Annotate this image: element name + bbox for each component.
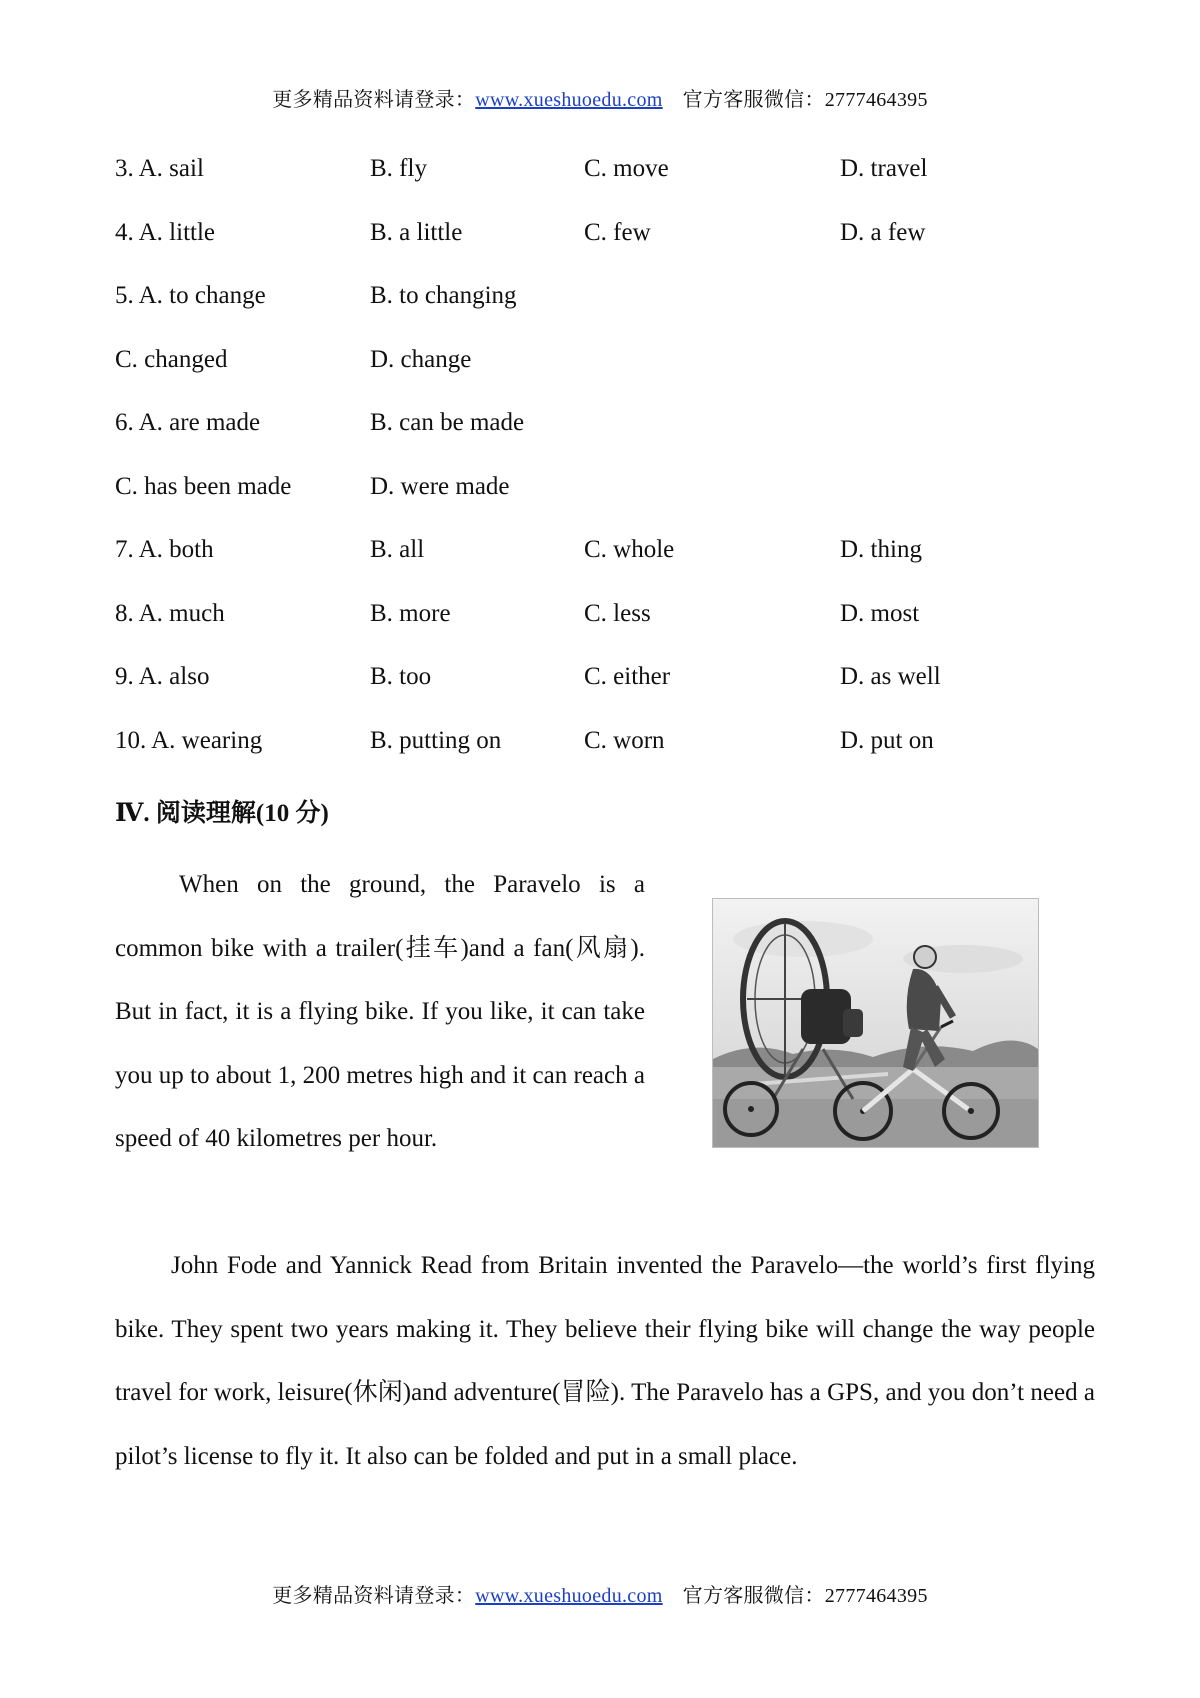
passage-paragraph-1 <box>115 853 645 1171</box>
option-6d: D. were made <box>370 472 510 500</box>
header-prefix: 更多精品资料请登录： <box>272 89 476 111</box>
footer-website-link[interactable]: www.xueshuoedu.com <box>475 1585 663 1607</box>
option-3a: 3. A. sail <box>115 155 204 182</box>
option-10d: D. put on <box>840 726 934 754</box>
passage-paragraph-1-text: When on the ground, the Paravelo is a common bike with a trailer(挂车)and a fan(风扇). But in fact, it is a flying bike. If you like, it can take you up to about 1, 200 metres high and it can reach a speed of 40 kilometres per hour. <box>115 871 645 1152</box>
option-6c: C. has been made <box>115 472 292 500</box>
option-7c: C. whole <box>584 536 675 563</box>
option-9c: C. either <box>584 663 671 690</box>
header-website-link[interactable]: www.xueshuoedu.com <box>475 89 663 111</box>
option-8c: C. less <box>584 599 651 627</box>
option-8b: B. more <box>370 599 451 627</box>
option-4a: 4. A. little <box>115 218 216 246</box>
flying-bike-photo <box>712 898 1039 1148</box>
option-4d: D. a few <box>840 218 926 246</box>
question-row-6 <box>115 401 1095 465</box>
question-row-10 <box>115 719 1095 783</box>
footer-service-contact: 官方客服微信：2777464395 <box>682 1585 928 1607</box>
option-3c: C. move <box>584 155 669 182</box>
option-5c: C. changed <box>115 345 228 373</box>
option-9b: B. too <box>370 663 432 690</box>
footer-prefix: 更多精品资料请登录： <box>272 1585 476 1607</box>
question-row-9 <box>115 655 1095 719</box>
header-service-contact: 官方客服微信：2777464395 <box>682 89 928 111</box>
option-7b: B. all <box>370 536 425 563</box>
option-9a: 9. A. also <box>115 663 210 690</box>
flying-bike-illustration <box>713 899 1038 1147</box>
question-row-3 <box>115 147 1095 211</box>
option-3d: D. travel <box>840 155 928 182</box>
answer-options-list <box>115 147 1095 782</box>
passage-paragraph-2-text: John Fode and Yannick Read from Britain invented the Paravelo—the world’s first flying bike. They spent two years making it. They believe their flying bike will change the way people travel for work, leisure(休闲)and adventure(冒险). The Paravelo has a GPS, and you don’t need a pilot’s license to fly it. It also can be folded and put in a small place. <box>115 1252 1095 1470</box>
option-5a: 5. A. to change <box>115 282 266 309</box>
option-7a: 7. A. both <box>115 536 214 563</box>
option-5d: D. change <box>370 345 472 373</box>
page-header <box>0 88 1200 112</box>
question-row-6-cont <box>115 465 1095 529</box>
section-title-reading: Ⅳ. 阅读理解(10 分) <box>115 800 329 827</box>
question-row-4 <box>115 211 1095 275</box>
question-row-7 <box>115 528 1095 592</box>
option-8a: 8. A. much <box>115 599 225 627</box>
passage-paragraph-2 <box>115 1234 1095 1488</box>
option-10a: 10. A. wearing <box>115 726 263 754</box>
option-9d: D. as well <box>840 663 941 690</box>
option-6a: 6. A. are made <box>115 409 261 436</box>
option-7d: D. thing <box>840 536 922 563</box>
page-footer <box>0 1584 1200 1608</box>
option-4c: C. few <box>584 218 651 246</box>
option-5b: B. to changing <box>370 282 517 309</box>
option-4b: B. a little <box>370 218 463 246</box>
option-10c: C. worn <box>584 726 665 754</box>
option-3b: B. fly <box>370 155 427 182</box>
option-6b: B. can be made <box>370 409 525 436</box>
question-row-5 <box>115 274 1095 338</box>
option-10b: B. putting on <box>370 726 502 754</box>
question-row-8 <box>115 592 1095 656</box>
option-8d: D. most <box>840 599 920 627</box>
question-row-5-cont <box>115 338 1095 402</box>
